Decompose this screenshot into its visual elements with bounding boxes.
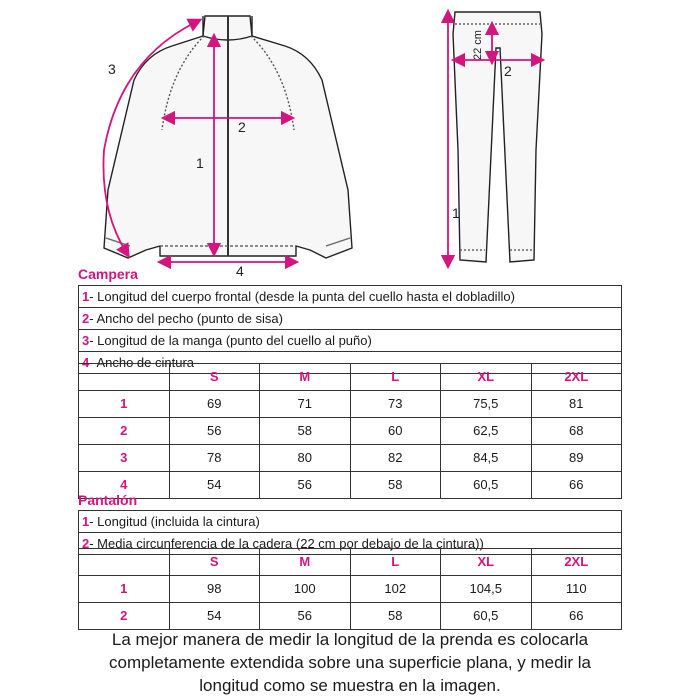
jacket-section-title: Campera <box>78 266 138 282</box>
value-cell: 58 <box>260 418 351 445</box>
pants-length-label: 1 <box>452 205 460 221</box>
jacket-measure-list <box>78 285 622 374</box>
corner-cell <box>79 549 170 576</box>
jacket-drawing <box>104 16 352 258</box>
pants-section-title: Pantalón <box>78 492 138 508</box>
value-cell: 60,5 <box>441 472 532 499</box>
table-row <box>79 418 622 445</box>
value-cell: 81 <box>531 391 622 418</box>
value-cell: 100 <box>260 576 351 603</box>
instruction-line: longitud como se muestra en la imagen. <box>199 676 501 695</box>
jacket-measure-1 <box>79 286 622 308</box>
value-cell: 104,5 <box>441 576 532 603</box>
jacket-measure-2 <box>79 308 622 330</box>
size-header-row <box>79 364 622 391</box>
chest-label: 2 <box>238 119 246 135</box>
jacket-measure-3 <box>79 330 622 352</box>
size-header: L <box>350 364 441 391</box>
value-cell: 71 <box>260 391 351 418</box>
value-cell: 62,5 <box>441 418 532 445</box>
row-label: 1 <box>79 391 170 418</box>
measuring-instructions <box>40 628 660 697</box>
pants-size-table <box>78 548 622 630</box>
table-row <box>79 472 622 499</box>
measure-text: - Longitud del cuerpo frontal (desde la punta del cuello hasta el dobladillo) <box>89 288 515 304</box>
table-row <box>79 576 622 603</box>
size-header: XL <box>441 364 532 391</box>
instruction-line: La mejor manera de medir la longitud de la prenda es colocarla <box>111 630 589 649</box>
measure-text: - Longitud (incluida la cintura) <box>89 513 260 529</box>
value-cell: 78 <box>169 445 260 472</box>
value-cell: 98 <box>169 576 260 603</box>
pants-measure-1 <box>79 511 622 533</box>
row-label: 2 <box>79 418 170 445</box>
size-header-row <box>79 549 622 576</box>
value-cell: 82 <box>350 445 441 472</box>
value-cell: 66 <box>531 472 622 499</box>
value-cell: 58 <box>350 472 441 499</box>
value-cell: 56 <box>169 418 260 445</box>
measure-number: 3 <box>82 332 90 348</box>
size-header: M <box>260 364 351 391</box>
jacket-size-table <box>78 363 622 499</box>
size-header: XL <box>441 549 532 576</box>
measure-number: 1 <box>82 513 90 529</box>
size-header: 2XL <box>531 549 622 576</box>
measure-text: - Longitud de la manga (punto del cuello al puño) <box>89 332 372 348</box>
value-cell: 56 <box>260 603 351 630</box>
instruction-line: completamente extendida sobre una superficie plana, y medir la <box>109 653 591 672</box>
size-header: S <box>169 364 260 391</box>
value-cell: 102 <box>350 576 441 603</box>
measure-text: - Media circunferencia de la cadera (22 cm por debajo de la cintura)) <box>89 535 484 551</box>
table-row <box>79 391 622 418</box>
size-header: 2XL <box>531 364 622 391</box>
sleeve-label: 3 <box>108 61 116 77</box>
value-cell: 69 <box>169 391 260 418</box>
value-cell: 89 <box>531 445 622 472</box>
row-label: 2 <box>79 603 170 630</box>
value-cell: 84,5 <box>441 445 532 472</box>
value-cell: 68 <box>531 418 622 445</box>
body-length-label: 1 <box>196 155 204 171</box>
measure-text: - Ancho de cintura <box>89 354 195 370</box>
value-cell: 54 <box>169 603 260 630</box>
value-cell: 75,5 <box>441 391 532 418</box>
size-header: M <box>260 549 351 576</box>
measure-number: 2 <box>82 535 90 551</box>
row-label: 1 <box>79 576 170 603</box>
size-header: S <box>169 549 260 576</box>
value-cell: 58 <box>350 603 441 630</box>
value-cell: 66 <box>531 603 622 630</box>
waist-label: 4 <box>236 263 244 279</box>
size-header: L <box>350 549 441 576</box>
value-cell: 54 <box>169 472 260 499</box>
measure-number: 1 <box>82 288 90 304</box>
value-cell: 110 <box>531 576 622 603</box>
measure-number: 4 <box>82 354 90 370</box>
row-label: 3 <box>79 445 170 472</box>
corner-cell <box>79 364 170 391</box>
hip-label: 2 <box>504 63 512 79</box>
row-label: 4 <box>79 472 170 499</box>
value-cell: 56 <box>260 472 351 499</box>
measure-text: - Ancho del pecho (punto de sisa) <box>89 310 283 326</box>
value-cell: 73 <box>350 391 441 418</box>
hip-offset-label: 22 cm <box>472 30 484 60</box>
value-cell: 60 <box>350 418 441 445</box>
table-row <box>79 603 622 630</box>
value-cell: 60,5 <box>441 603 532 630</box>
measure-number: 2 <box>82 310 90 326</box>
value-cell: 80 <box>260 445 351 472</box>
table-row <box>79 445 622 472</box>
pants-drawing <box>453 12 542 262</box>
